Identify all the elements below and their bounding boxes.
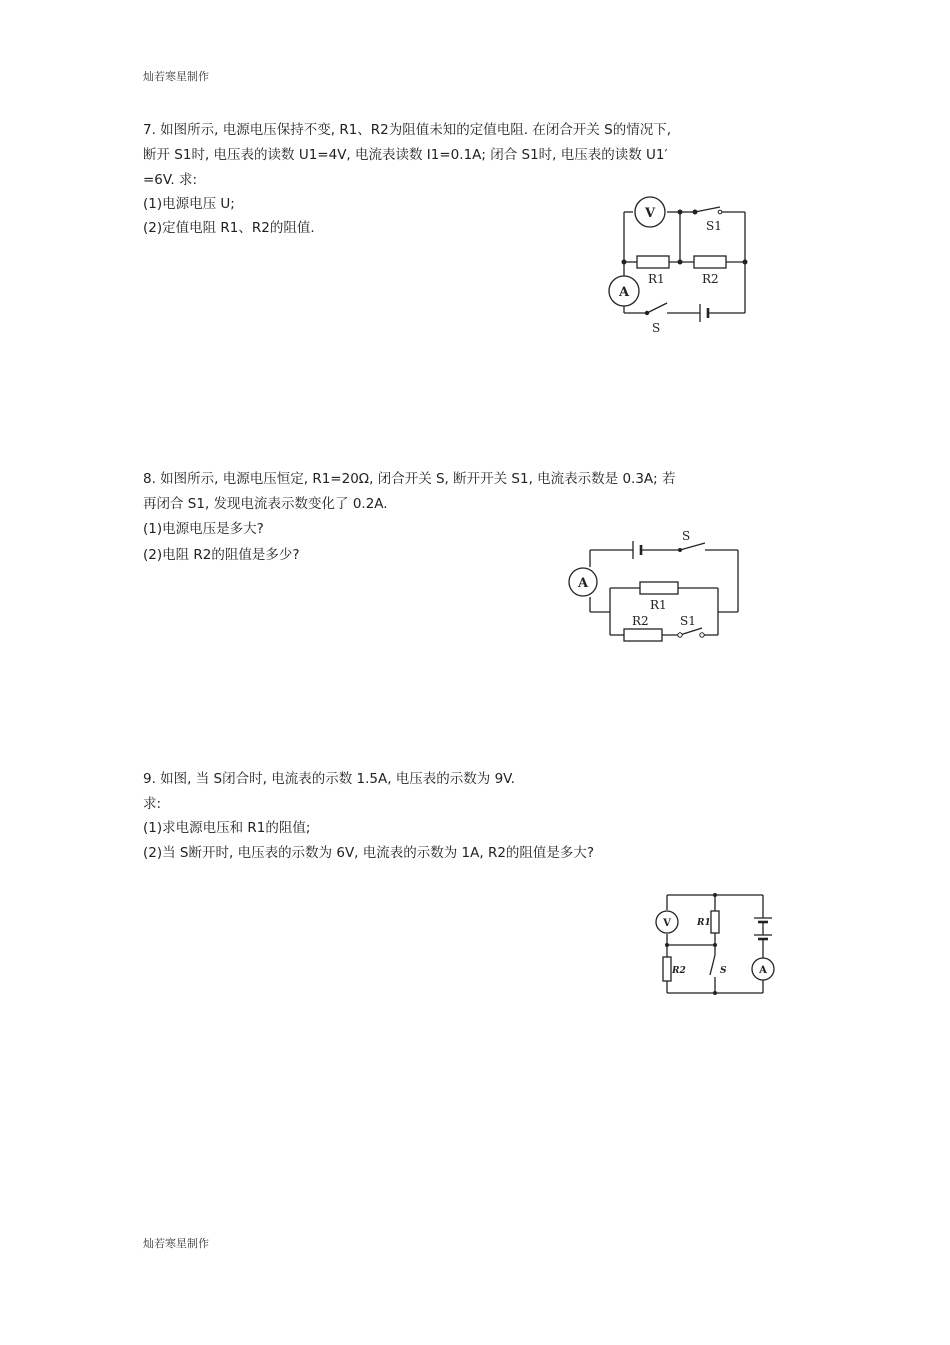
s-label: S: [682, 529, 691, 543]
q7-circuit-diagram: [600, 190, 760, 340]
voltmeter-icon: [656, 911, 678, 933]
s-label: S: [720, 966, 727, 976]
q7-line-2: 断开 S1时, 电压表的读数 U1=4V, 电流表读数 I1=0.1A; 闭合 S1时, 电压表的读数 U1′: [143, 147, 668, 163]
svg-text:A: A: [577, 576, 589, 591]
q7-line-1: 7. 如图所示, 电源电压保持不变, R1、R2为阻值未知的定值电阻. 在闭合开关 S的情况下,: [143, 122, 672, 138]
r1-label: R1: [648, 272, 665, 286]
svg-text:A: A: [618, 285, 630, 300]
s1-label: S1: [680, 614, 696, 628]
ammeter-icon: [752, 958, 774, 980]
q8-sub-2: (2)电阻 R2的阻值是多少?: [143, 547, 300, 563]
q7-line-3: =6V. 求:: [143, 172, 198, 188]
q9-line-1: 9. 如图, 当 S闭合时, 电流表的示数 1.5A, 电压表的示数为 9V.: [143, 771, 515, 787]
r1-label: R1: [650, 598, 667, 612]
r2-label: R2: [702, 272, 719, 286]
svg-text:V: V: [663, 918, 671, 929]
q8-line-2: 再闭合 S1, 发现电流表示数变化了 0.2A.: [143, 496, 388, 512]
page-header: 灿若寒星制作: [143, 70, 209, 83]
q8-circuit-diagram: [570, 525, 750, 650]
page-footer: 灿若寒星制作: [143, 1237, 209, 1250]
svg-text:A: A: [759, 965, 767, 976]
voltmeter-icon: [635, 197, 665, 227]
svg-text:V: V: [644, 206, 656, 221]
s1-label: S1: [706, 219, 722, 233]
q9-line-2: 求:: [143, 796, 162, 812]
q9-sub-1: (1)求电源电压和 R1的阻值;: [143, 820, 311, 836]
q9-circuit-diagram: [650, 885, 780, 1005]
q8-line-1: 8. 如图所示, 电源电压恒定, R1=20Ω, 闭合开关 S, 断开开关 S1, 电流表示数是 0.3A; 若: [143, 471, 676, 487]
ammeter-icon: [609, 276, 639, 306]
q9-sub-2: (2)当 S断开时, 电压表的示数为 6V, 电流表的示数为 1A, R2的阻值是多大?: [143, 845, 595, 861]
q7-sub-1: (1)电源电压 U;: [143, 196, 235, 212]
r2-label: R2: [632, 614, 649, 628]
q8-sub-1: (1)电源电压是多大?: [143, 521, 264, 537]
q7-sub-2: (2)定值电阻 R1、R2的阻值.: [143, 220, 315, 236]
r1-label: R1: [697, 918, 711, 928]
s-label: S: [652, 321, 661, 335]
r2-label: R2: [672, 966, 686, 976]
ammeter-icon: [569, 568, 597, 596]
